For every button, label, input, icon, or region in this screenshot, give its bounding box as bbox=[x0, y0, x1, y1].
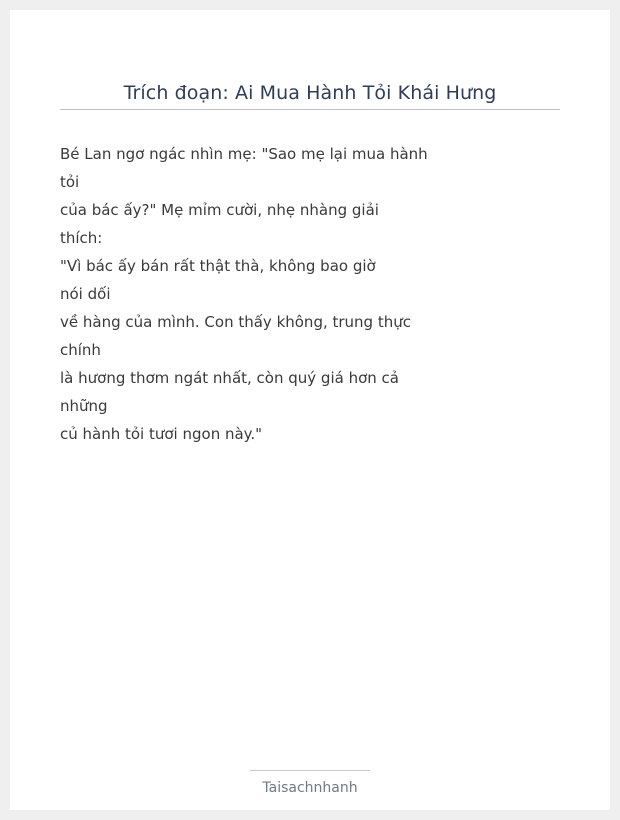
title-divider bbox=[60, 109, 560, 110]
text-line: thích: bbox=[60, 229, 103, 247]
footer-source: Taisachnhanh bbox=[262, 780, 358, 796]
document-page bbox=[10, 10, 610, 810]
text-line: chính bbox=[60, 341, 101, 359]
text-line: những bbox=[60, 397, 108, 415]
footer-divider bbox=[250, 770, 370, 771]
text-line: củ hành tỏi tươi ngon này." bbox=[60, 425, 263, 443]
text-line: "Vì bác ấy bán rất thật thà, không bao giờ bbox=[60, 257, 376, 275]
excerpt-body bbox=[60, 140, 480, 448]
page-title: Trích đoạn: Ai Mua Hành Tỏi Khái Hưng bbox=[123, 82, 497, 104]
text-line: là hương thơm ngát nhất, còn quý giá hơn cả bbox=[60, 369, 399, 387]
text-line: Bé Lan ngơ ngác nhìn mẹ: "Sao mẹ lại mua hành bbox=[60, 145, 428, 163]
text-line: của bác ấy?" Mẹ mỉm cười, nhẹ nhàng giải bbox=[60, 201, 379, 219]
text-line: về hàng của mình. Con thấy không, trung thực bbox=[60, 313, 411, 331]
text-line: tỏi bbox=[60, 173, 80, 191]
text-line: nói dối bbox=[60, 285, 111, 303]
